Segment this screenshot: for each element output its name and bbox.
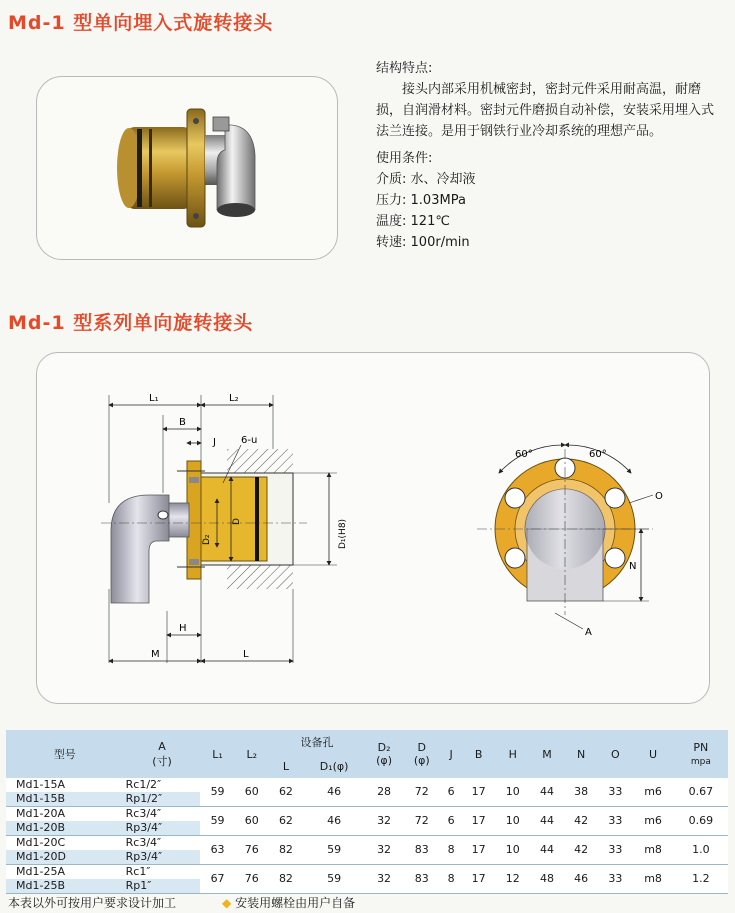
col-D2: D₂ (φ) bbox=[365, 730, 403, 778]
features-heading: 结构特点: bbox=[376, 61, 433, 76]
cell-O: 33 bbox=[598, 865, 632, 894]
product-photo bbox=[37, 77, 337, 259]
col-model: 型号 bbox=[6, 730, 124, 778]
col-A: A (寸) bbox=[124, 730, 201, 778]
cell-hole-L: 62 bbox=[269, 778, 303, 807]
cell-hole-L: 82 bbox=[269, 865, 303, 894]
cell-B: 17 bbox=[462, 807, 496, 836]
cell-H: 10 bbox=[496, 807, 530, 836]
cell-thread: Rc3/4″ bbox=[124, 807, 201, 822]
cell-thread: Rp3/4″ bbox=[124, 850, 201, 865]
label-O: O bbox=[655, 491, 663, 502]
cell-PN: 1.2 bbox=[674, 865, 728, 894]
col-hole: 设备孔 bbox=[269, 730, 365, 754]
cell-L1: 63 bbox=[200, 836, 234, 865]
cell-hole-L: 82 bbox=[269, 836, 303, 865]
cell-thread: Rc1″ bbox=[124, 865, 201, 880]
cell-model: Md1-25B bbox=[6, 879, 124, 894]
section-title-series: Md-1 型系列单向旋转接头 bbox=[8, 312, 254, 334]
col-hole-L: L bbox=[269, 754, 303, 778]
cell-D2: 32 bbox=[365, 807, 403, 836]
technical-drawing-frame bbox=[36, 352, 710, 704]
condition-item: 介质: 水、冷却液 bbox=[376, 172, 476, 187]
cell-model: Md1-15B bbox=[6, 792, 124, 807]
cell-U: m6 bbox=[632, 807, 673, 836]
angle-left: 60° bbox=[515, 449, 533, 460]
col-U: U bbox=[632, 730, 673, 778]
cell-hole-D1: 46 bbox=[303, 807, 365, 836]
table-row bbox=[6, 778, 728, 792]
angle-right: 60° bbox=[589, 449, 607, 460]
note-custom: 本表以外可按用户要求设计加工 bbox=[8, 896, 177, 910]
col-D: D (φ) bbox=[403, 730, 441, 778]
col-PN: PN mpa bbox=[674, 730, 728, 778]
cell-hole-D1: 46 bbox=[303, 778, 365, 807]
cell-U: m8 bbox=[632, 865, 673, 894]
cell-H: 12 bbox=[496, 865, 530, 894]
cell-model: Md1-20B bbox=[6, 821, 124, 836]
cell-N: 42 bbox=[564, 836, 598, 865]
section-title-embedded: Md-1 型单向埋入式旋转接头 bbox=[8, 12, 274, 34]
cell-hole-L: 62 bbox=[269, 807, 303, 836]
col-O: O bbox=[598, 730, 632, 778]
cell-D: 72 bbox=[403, 807, 441, 836]
cell-model: Md1-25A bbox=[6, 865, 124, 880]
features-panel bbox=[376, 58, 721, 253]
cell-thread: Rc3/4″ bbox=[124, 836, 201, 851]
cell-hole-D1: 59 bbox=[303, 865, 365, 894]
cell-O: 33 bbox=[598, 778, 632, 807]
cell-J: 8 bbox=[441, 865, 462, 894]
cell-M: 44 bbox=[530, 778, 564, 807]
cell-M: 48 bbox=[530, 865, 564, 894]
cell-L2: 76 bbox=[235, 865, 269, 894]
dim-D: D bbox=[232, 518, 242, 525]
dim-L1: L₁ bbox=[149, 393, 159, 404]
col-N: N bbox=[564, 730, 598, 778]
dim-J: J bbox=[213, 437, 216, 448]
cell-model: Md1-20C bbox=[6, 836, 124, 851]
cell-L1: 67 bbox=[200, 865, 234, 894]
cell-D2: 32 bbox=[365, 865, 403, 894]
cell-D2: 32 bbox=[365, 836, 403, 865]
dim-u: 6-u bbox=[241, 435, 258, 446]
cell-N: 38 bbox=[564, 778, 598, 807]
cell-D2: 28 bbox=[365, 778, 403, 807]
cell-hole-D1: 59 bbox=[303, 836, 365, 865]
col-L2: L₂ bbox=[235, 730, 269, 778]
features-body: 接头内部采用机械密封，密封元件采用耐高温，耐磨损，自润滑材料。密封元件磨损自动补偿，安装采用埋入式法兰连接。是用于钢铁行业冷却系统的理想产品。 bbox=[376, 82, 715, 139]
cell-J: 6 bbox=[441, 778, 462, 807]
cell-B: 17 bbox=[462, 778, 496, 807]
col-H: H bbox=[496, 730, 530, 778]
cell-N: 46 bbox=[564, 865, 598, 894]
cell-B: 17 bbox=[462, 865, 496, 894]
cell-PN: 1.0 bbox=[674, 836, 728, 865]
col-B: B bbox=[462, 730, 496, 778]
spec-table bbox=[6, 730, 728, 894]
cell-model: Md1-15A bbox=[6, 778, 124, 792]
dim-D1: D₁(H8) bbox=[338, 518, 348, 549]
col-L1: L₁ bbox=[200, 730, 234, 778]
cell-thread: Rc1/2″ bbox=[124, 778, 201, 792]
note-bolts: ◆ 安装用螺栓由用户自备 bbox=[222, 896, 356, 910]
technical-drawing bbox=[37, 353, 709, 703]
condition-item: 转速: 100r/min bbox=[376, 235, 470, 250]
col-J: J bbox=[441, 730, 462, 778]
cell-L1: 59 bbox=[200, 778, 234, 807]
dim-L: L bbox=[243, 649, 249, 660]
cell-D: 83 bbox=[403, 865, 441, 894]
cell-L2: 76 bbox=[235, 836, 269, 865]
dim-H: H bbox=[179, 623, 187, 634]
cell-B: 17 bbox=[462, 836, 496, 865]
cell-thread: Rp3/4″ bbox=[124, 821, 201, 836]
cell-U: m8 bbox=[632, 836, 673, 865]
diamond-icon: ◆ bbox=[222, 896, 232, 910]
cell-U: m6 bbox=[632, 778, 673, 807]
cell-L2: 60 bbox=[235, 778, 269, 807]
cell-M: 44 bbox=[530, 836, 564, 865]
cell-O: 33 bbox=[598, 807, 632, 836]
cell-H: 10 bbox=[496, 778, 530, 807]
cell-J: 6 bbox=[441, 807, 462, 836]
cell-O: 33 bbox=[598, 836, 632, 865]
cell-thread: Rp1″ bbox=[124, 879, 201, 894]
label-A: A bbox=[585, 627, 592, 638]
cell-M: 44 bbox=[530, 807, 564, 836]
dim-M: M bbox=[151, 649, 160, 660]
conditions-heading: 使用条件: bbox=[376, 151, 433, 166]
product-photo-frame bbox=[36, 76, 338, 260]
table-row bbox=[6, 836, 728, 851]
cell-H: 10 bbox=[496, 836, 530, 865]
condition-item: 温度: 121℃ bbox=[376, 214, 450, 229]
table-row bbox=[6, 865, 728, 880]
cell-thread: Rp1/2″ bbox=[124, 792, 201, 807]
cell-N: 42 bbox=[564, 807, 598, 836]
dim-D2: D₂ bbox=[202, 534, 212, 545]
cell-D: 83 bbox=[403, 836, 441, 865]
cell-J: 8 bbox=[441, 836, 462, 865]
cell-PN: 0.69 bbox=[674, 807, 728, 836]
cell-model: Md1-20D bbox=[6, 850, 124, 865]
col-M: M bbox=[530, 730, 564, 778]
cell-L1: 59 bbox=[200, 807, 234, 836]
dim-N: N bbox=[629, 561, 637, 572]
dim-B: B bbox=[179, 417, 186, 428]
condition-item: 压力: 1.03MPa bbox=[376, 193, 466, 208]
cell-model: Md1-20A bbox=[6, 807, 124, 822]
dim-L2: L₂ bbox=[229, 393, 239, 404]
col-hole-D1: D₁(φ) bbox=[303, 754, 365, 778]
cell-PN: 0.67 bbox=[674, 778, 728, 807]
table-row bbox=[6, 807, 728, 822]
cell-D: 72 bbox=[403, 778, 441, 807]
cell-L2: 60 bbox=[235, 807, 269, 836]
